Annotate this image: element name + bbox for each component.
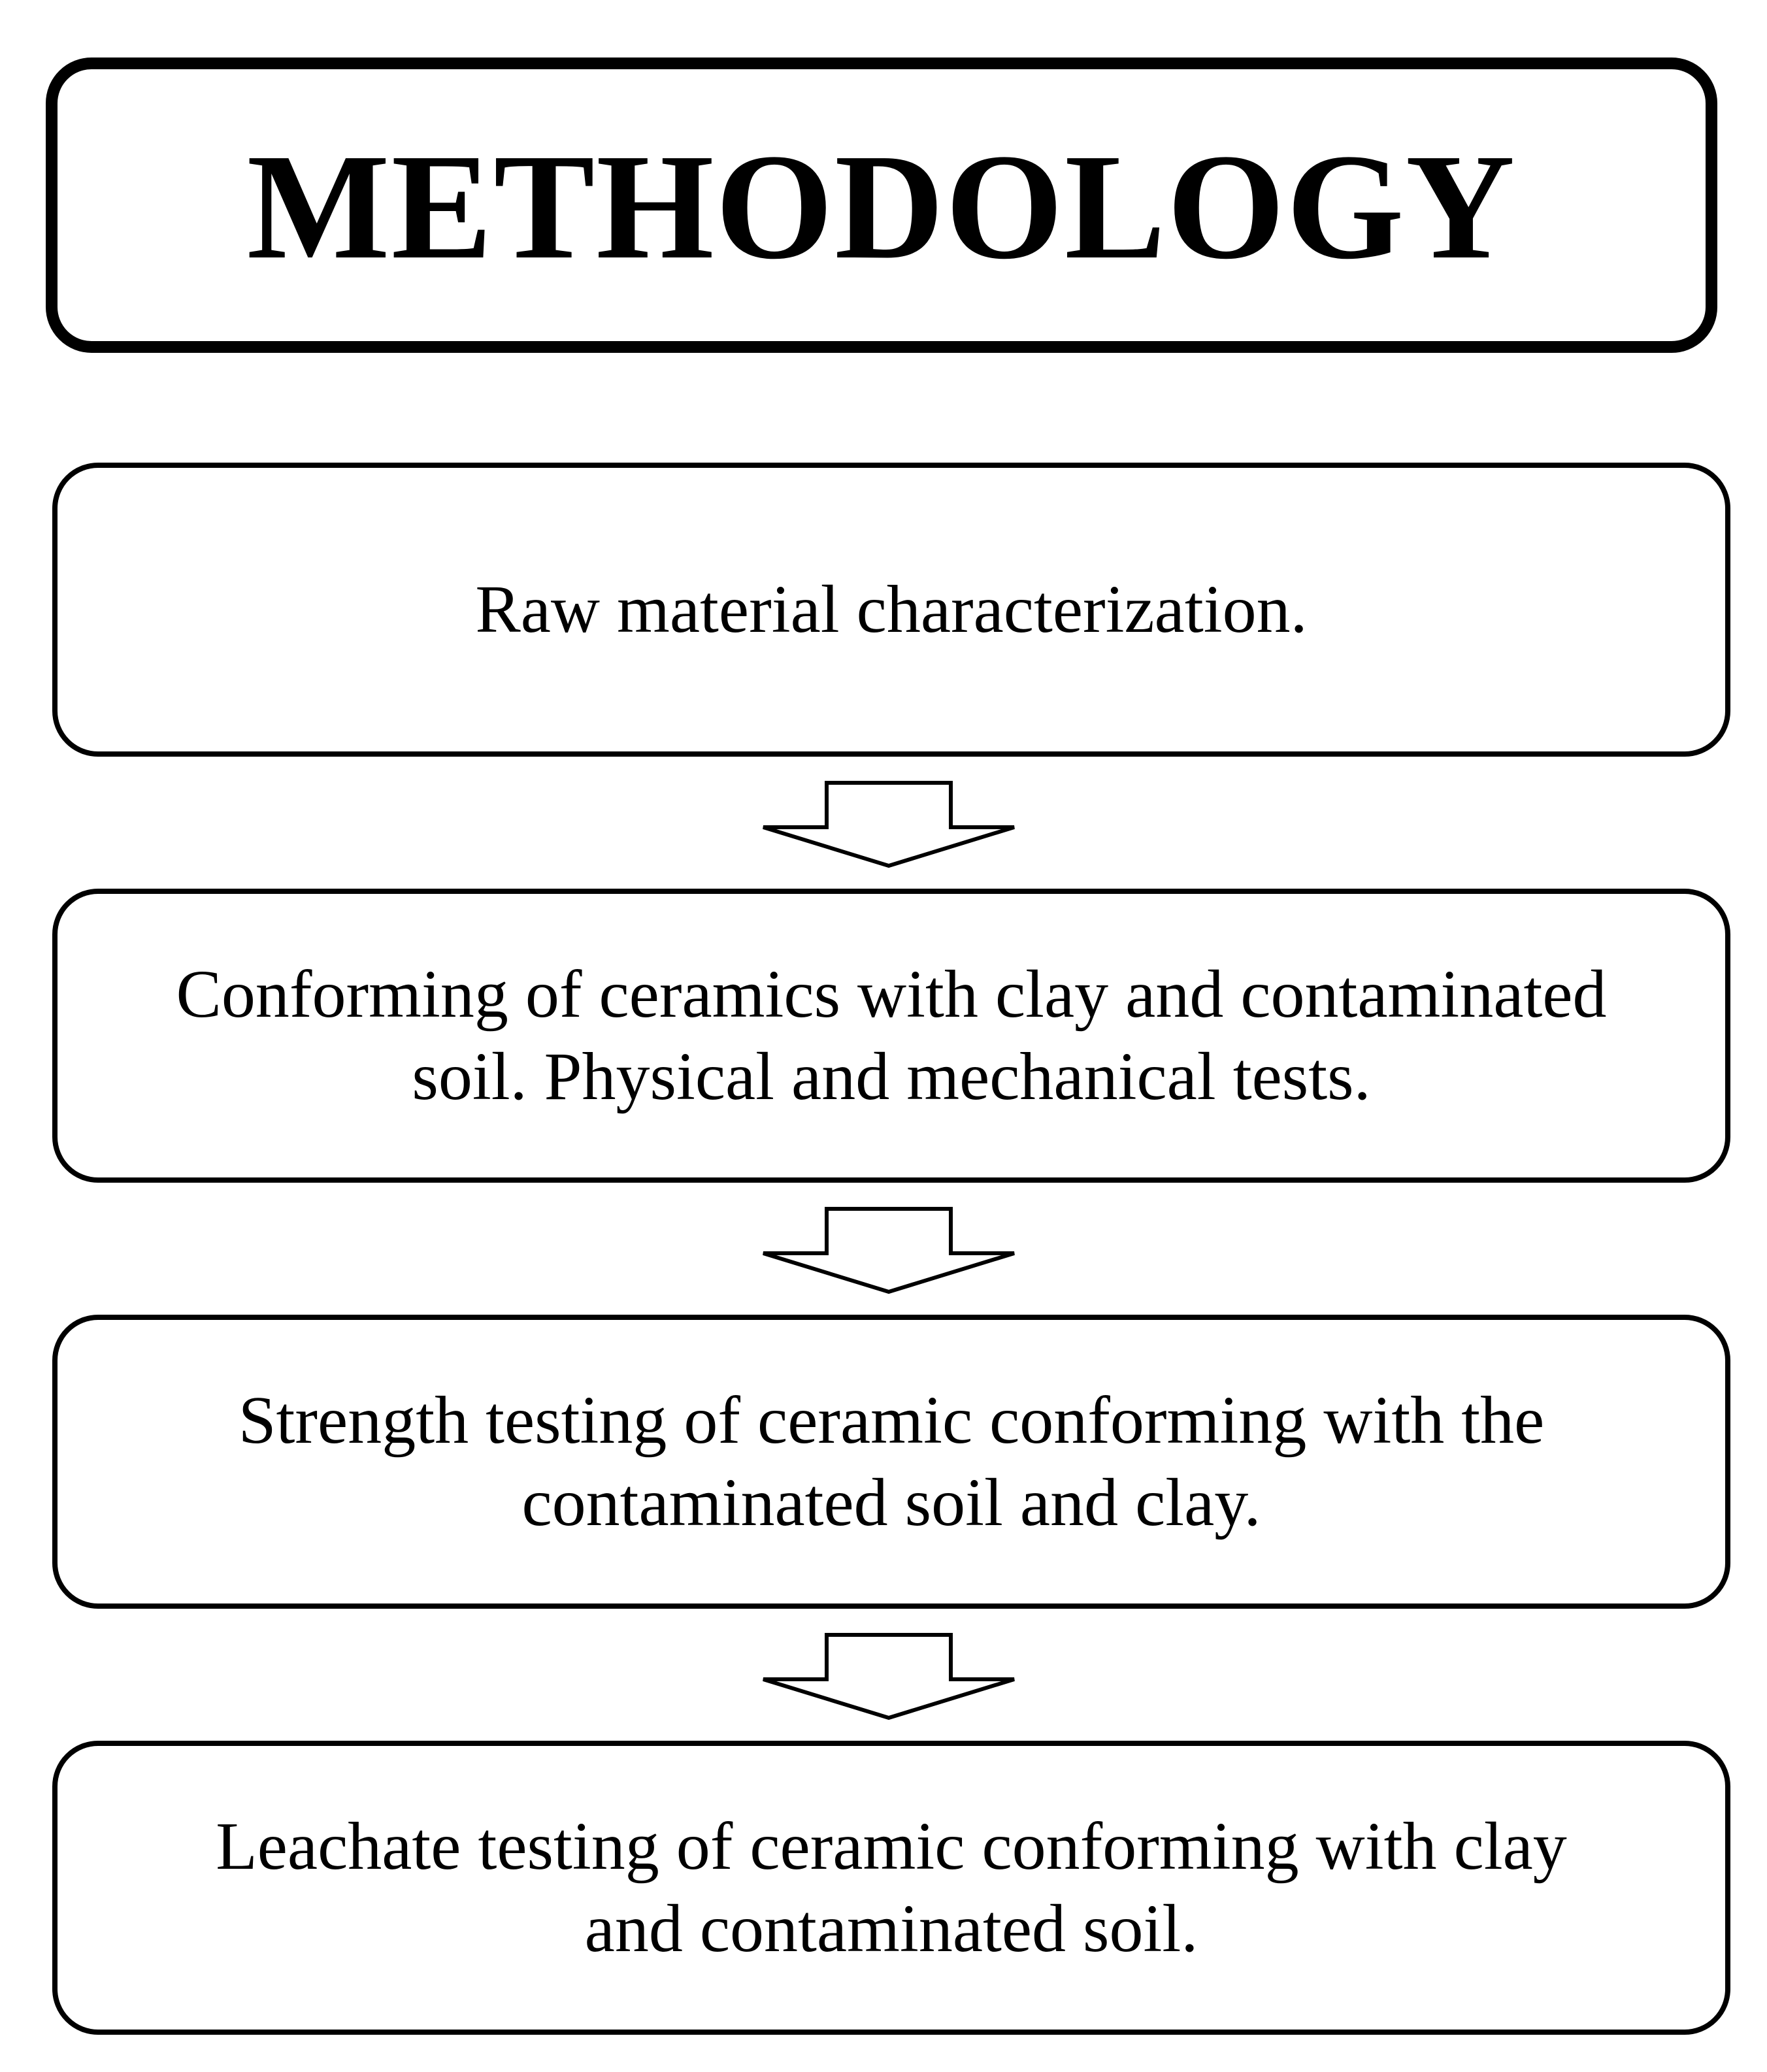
step-text: Leachate testing of ceramic conforming with clay and contaminated soil. [216, 1809, 1567, 1966]
step-text: Raw material characterization. [475, 572, 1308, 647]
down-arrow-icon [758, 1632, 1019, 1720]
step-box-leachate-testing [52, 1741, 1730, 2035]
step-box-conforming [52, 889, 1730, 1183]
page-title: METHODOLOGY [246, 123, 1517, 291]
step-box-raw-material [52, 463, 1730, 757]
step-box-strength-testing [52, 1315, 1730, 1609]
down-arrow-icon [758, 1206, 1019, 1294]
down-arrow-icon [758, 780, 1019, 868]
step-text: Strength testing of ceramic conforming with the contaminated soil and clay. [238, 1383, 1545, 1540]
title-box [46, 58, 1717, 353]
step-text: Conforming of ceramics with clay and contaminated soil. Physical and mechanical tests. [176, 957, 1607, 1114]
